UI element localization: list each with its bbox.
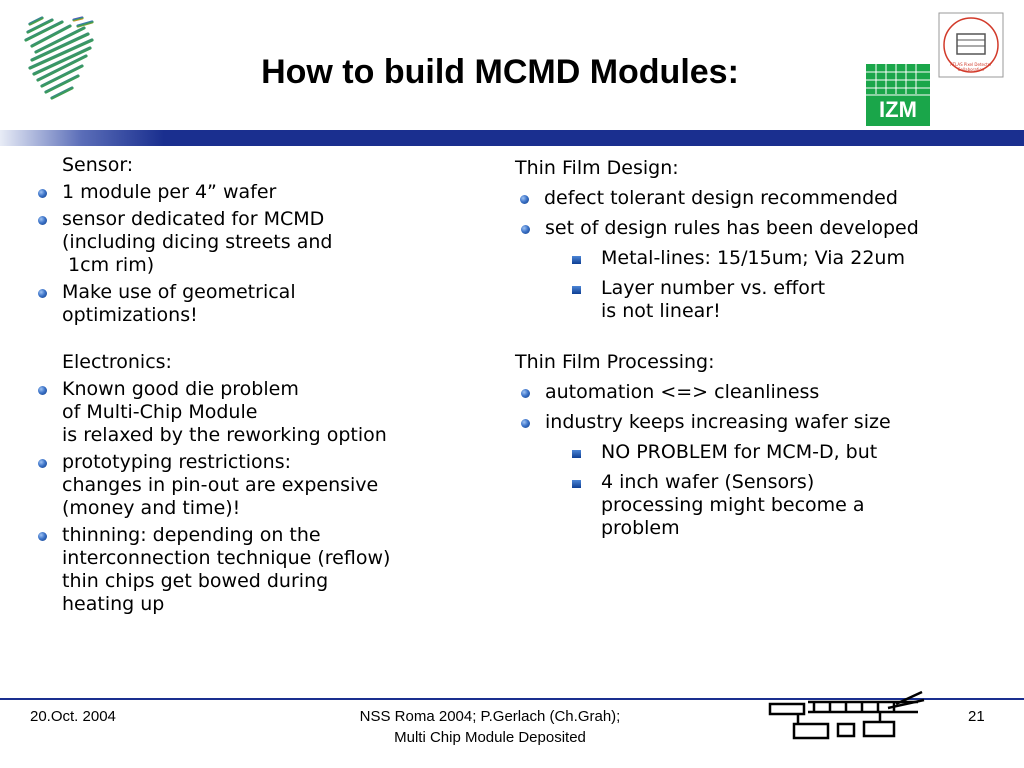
list-item bbox=[515, 411, 1015, 434]
module-illustration-icon bbox=[768, 690, 928, 742]
footer-date: 20.Oct. 2004 bbox=[30, 708, 116, 725]
sub-list-item bbox=[515, 441, 1015, 464]
list-item bbox=[32, 281, 502, 327]
footer-citation-line: NSS Roma 2004; P.Gerlach (Ch.Grah); bbox=[359, 708, 621, 725]
list-item bbox=[515, 381, 1015, 404]
list-item-text: 1 module per 4” wafer bbox=[62, 181, 277, 203]
list-item-text: set of design rules has been developed bbox=[545, 217, 919, 239]
footer-citation bbox=[290, 706, 690, 748]
electronics-list bbox=[62, 378, 502, 616]
list-item bbox=[32, 378, 502, 447]
list-item-text: Known good die problem bbox=[62, 378, 299, 400]
sub-list-item-text: is not linear! bbox=[601, 300, 721, 322]
sensor-list bbox=[62, 181, 502, 327]
atlas-logo bbox=[938, 12, 1004, 78]
sub-list-item bbox=[515, 247, 1015, 270]
page-title: How to build MCMD Modules: bbox=[261, 53, 739, 91]
page-number: 21 bbox=[968, 708, 985, 725]
list-item-text: sensor dedicated for MCMD bbox=[62, 208, 325, 230]
list-item-text: heating up bbox=[62, 593, 165, 615]
sub-list-item bbox=[515, 277, 1015, 323]
design-list bbox=[515, 187, 1015, 323]
thin-film-design-heading: Thin Film Design: bbox=[515, 157, 679, 179]
list-item bbox=[32, 524, 502, 616]
sub-list-item-text: processing might become a bbox=[601, 494, 865, 516]
list-item-text: 1cm rim) bbox=[62, 254, 155, 276]
list-item-text: industry keeps increasing wafer size bbox=[545, 411, 891, 433]
list-item-text: of Multi-Chip Module bbox=[62, 401, 258, 423]
list-item-text: is relaxed by the reworking option bbox=[62, 424, 387, 446]
list-item-text: defect tolerant design recommended bbox=[544, 187, 898, 209]
sub-list-item-text: Layer number vs. effort bbox=[601, 277, 826, 299]
list-item bbox=[514, 187, 1014, 210]
list-item bbox=[515, 217, 1015, 240]
list-item-text: changes in pin-out are expensive bbox=[62, 474, 379, 496]
izm-logo-text: IZM bbox=[879, 97, 917, 122]
izm-logo bbox=[866, 64, 930, 126]
sub-list-item-text: Metal-lines: 15/15um; Via 22um bbox=[601, 247, 905, 269]
list-item bbox=[32, 181, 502, 204]
list-item-text: Make use of geometrical bbox=[62, 281, 296, 303]
sub-list-item-text: problem bbox=[601, 517, 680, 539]
list-item-text: (including dicing streets and bbox=[62, 231, 333, 253]
sub-list-item bbox=[515, 471, 1015, 540]
list-item-text: interconnection technique (reflow) bbox=[62, 547, 391, 569]
footer-citation-line: Multi Chip Module Deposited bbox=[394, 729, 586, 746]
thin-film-processing-heading: Thin Film Processing: bbox=[515, 351, 715, 373]
left-column bbox=[62, 154, 502, 616]
right-column bbox=[515, 157, 1015, 540]
list-item-text: (money and time)! bbox=[62, 497, 241, 519]
list-item-text: prototyping restrictions: bbox=[62, 451, 291, 473]
list-item-text: thin chips get bowed during bbox=[62, 570, 329, 592]
list-item-text: optimizations! bbox=[62, 304, 198, 326]
list-item bbox=[32, 451, 502, 520]
list-item-text: automation <=> cleanliness bbox=[545, 381, 820, 403]
sub-list-item-text: 4 inch wafer (Sensors) bbox=[601, 471, 815, 493]
list-item-text: thinning: depending on the bbox=[62, 524, 321, 546]
header-bar bbox=[0, 130, 1024, 146]
sub-list-item-text: NO PROBLEM for MCM-D, but bbox=[601, 441, 878, 463]
atlas-logo-text: ATLAS Pixel Detector Collaboration bbox=[950, 62, 992, 72]
electronics-heading: Electronics: bbox=[62, 351, 172, 373]
processing-list bbox=[515, 381, 1015, 540]
sensor-heading: Sensor: bbox=[62, 154, 134, 176]
list-item bbox=[32, 208, 502, 277]
